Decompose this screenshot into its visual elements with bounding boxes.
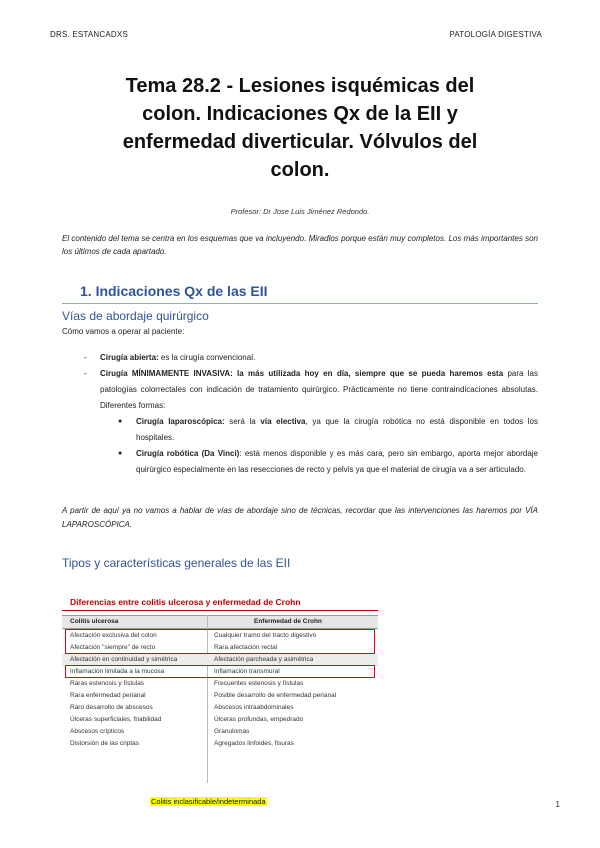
dash-marker: -	[84, 353, 87, 362]
intro-paragraph: El contenido del tema se centra en los esquemas que va incluyendo. Miradlos porque están muy completos. Los más importantes son los últimos de cada apartado.	[62, 234, 538, 256]
column-header-crohn: Enfermedad de Crohn	[254, 618, 322, 625]
cell-crohn: Agregados linfoides, fisuras	[214, 739, 294, 747]
cell-cu: Afectación "siempre" de recto	[70, 643, 156, 651]
cell-cu: Afectación exclusiva del colon	[70, 631, 157, 639]
sub-list-item	[62, 414, 538, 446]
section-divider	[62, 303, 538, 304]
header-left: DRS. ESTANCADXS	[50, 30, 128, 39]
cell-cu: Raras estenosis y fístulas	[70, 679, 145, 687]
table-row	[62, 702, 378, 714]
highlight-box-colon-rectum	[65, 629, 375, 654]
highlighted-text: Colitis inclasificable/indeterminada	[151, 797, 266, 806]
page-number: 1	[555, 800, 560, 809]
list-item-bold: Cirugía abierta:	[100, 353, 159, 362]
highlight-box-inflammation	[65, 665, 375, 678]
figure-title: Diferencias entre colitis ulcerosa y enfermedad de Crohn	[70, 597, 301, 607]
comparison-figure	[62, 590, 378, 782]
cell-crohn: Frecuentes estenosis y fístulas	[214, 679, 304, 687]
list-item-bold: Cirugía MÍNIMAMENTE INVASIVA: la más utilizada hoy en día, siempre que se pueda haremos esta	[100, 369, 504, 378]
cell-cu: Rara enfermedad perianal	[70, 691, 146, 699]
professor-line: Profesor: Dr Jose Luis Jiménez Redondo.	[230, 207, 370, 216]
sub-item-text: , ya que la cirugía robótica no está disponible en todos los hospitales.	[136, 417, 539, 442]
cell-crohn: Granulomas	[214, 727, 250, 735]
cell-crohn: Rara afectación rectal	[214, 643, 278, 651]
document-title: Tema 28.2 - Lesiones isquémicas del colon. Indicaciones Qx de la EII y enfermedad diverticular. Vólvulos del colon.	[122, 75, 478, 181]
table-row	[62, 738, 378, 750]
dash-marker: -	[84, 369, 87, 378]
note-paragraph: A partir de aquí ya no vamos a hablar de vías de abordaje sino de técnicas, recordar que las intervenciones las haremos por VÍA LAPAROSCÓPICA.	[62, 506, 538, 529]
sub-item-text: : está menos disponible y es más cara, pero sin embargo, aporta mejor abordaje quirúrgico especialmente en las resecciones de recto y pelvis ya que el material de cirugía va a ser articulado.	[136, 449, 539, 474]
sub-list-item	[62, 446, 538, 478]
list-item	[62, 366, 538, 414]
cell-crohn: Abscesos intraabdominales	[214, 703, 294, 711]
cell-crohn: Afectación parcheada y asimétrica	[214, 655, 314, 663]
cell-cu: Afectación en continuidad y simétrica	[70, 655, 178, 663]
sub-item-bold: Cirugía robótica (Da Vinci)	[136, 449, 240, 458]
table-row	[62, 690, 378, 702]
vias-list	[62, 350, 538, 478]
column-header-cu: Colitis ulcerosa	[70, 618, 119, 625]
cell-cu: Distorsión de las criptas	[70, 739, 139, 747]
table-row	[62, 714, 378, 726]
list-item-text: para las patologías colorrectales con indicación de tratamiento quirúrgico. Prácticamente no tiene contraindicaciones absolutas. Diferentes formas:	[100, 369, 539, 410]
cell-crohn: Úlceras profundas, empedrado	[214, 715, 304, 723]
figure-title-rule	[62, 610, 378, 611]
cell-crohn: Posible desarrollo de enfermedad perianal	[214, 691, 337, 699]
sub-item-bold: vía electiva	[260, 417, 306, 426]
vias-lead: Cómo vamos a operar al paciente:	[62, 327, 185, 336]
sub-item-bold: Cirugía laparoscópica:	[136, 417, 225, 426]
header-right: PATOLOGÍA DIGESTIVA	[449, 30, 542, 39]
cell-cu: Úlceras superficiales, friabilidad	[70, 715, 162, 723]
list-item-text: es la cirugía convencional.	[158, 353, 256, 362]
table-row	[62, 726, 378, 738]
subsection-heading-vias: Vías de abordaje quirúrgico	[62, 309, 209, 323]
cell-crohn: Cualquier tramo del tracto digestivo	[214, 631, 317, 639]
bullet-marker: ●	[118, 450, 123, 457]
table-row	[62, 678, 378, 690]
bullet-marker: ●	[118, 418, 123, 425]
section-heading: 1. Indicaciones Qx de las EII	[80, 283, 268, 299]
table-header	[62, 615, 378, 629]
cell-crohn: Inflamación transmural	[214, 667, 280, 675]
cell-cu: Inflamación limitada a la mucosa	[70, 667, 165, 675]
sub-item-text: será la	[224, 417, 261, 426]
cell-cu: Raro desarrollo de abscesos	[70, 703, 153, 711]
cell-cu: Abscesos crípticos	[70, 727, 125, 735]
subsection-heading-tipos: Tipos y características generales de las EII	[62, 556, 291, 570]
list-item	[62, 350, 538, 366]
